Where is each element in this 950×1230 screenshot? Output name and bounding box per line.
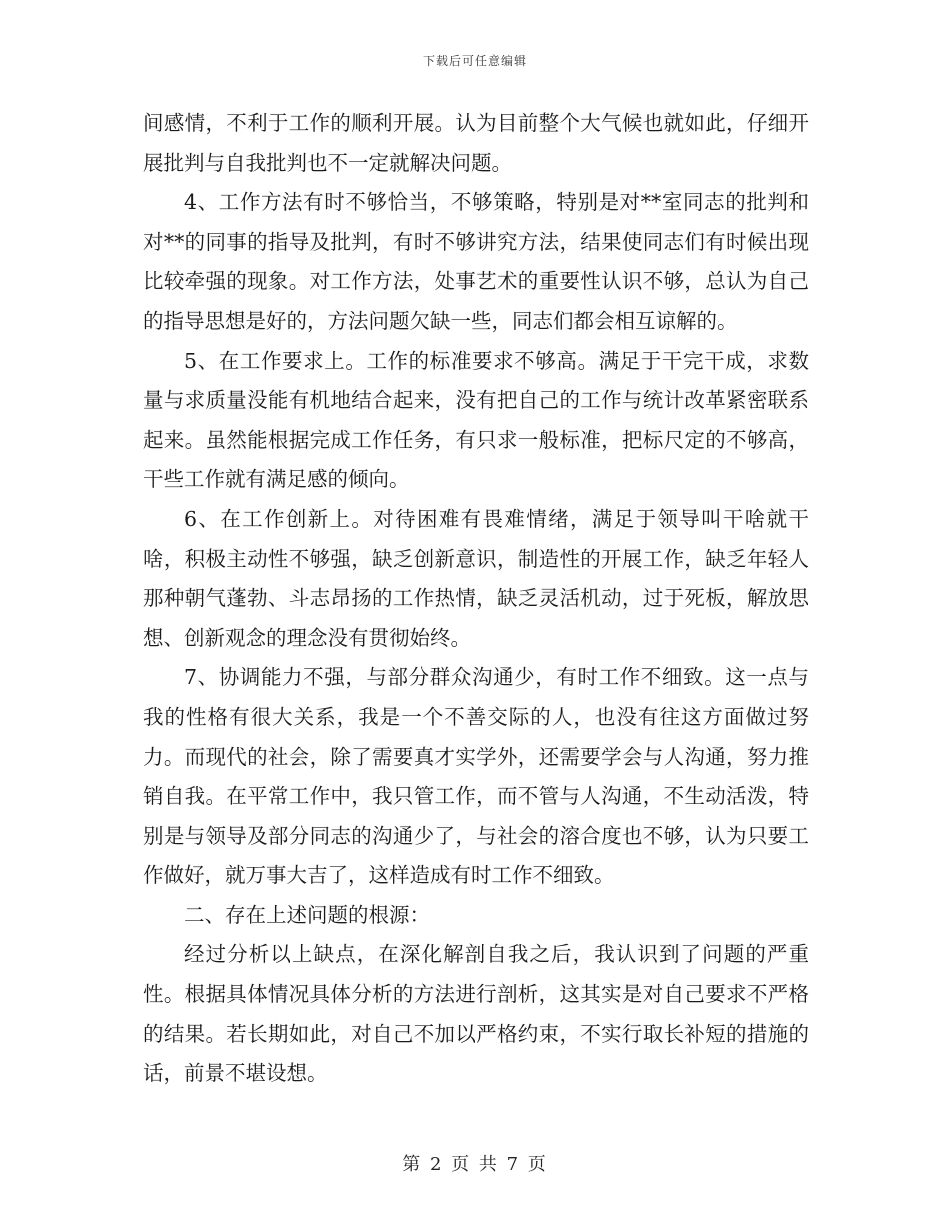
section-heading-2: 二、存在上述问题的根源： [184, 902, 430, 927]
page-number: 第 2 页 共 7 页 [402, 1154, 548, 1175]
paragraph-root-cause: 经过分析以上缺点，在深化解剖自我之后，我认识到了问题的严重性。根据具体情况具体分析的方法进行剖析，这其实是对自己要求不严格的结果。若长期如此，对自己不加以严格约束，不实行取长补短的措施的话，前景不堪设想。 [143, 942, 809, 1086]
paragraph-item-6: 6、在工作创新上。对待困难有畏难情绪，满足于领导叫干啥就干啥，积极主动性不够强，缺乏创新意识，制造性的开展工作，缺乏年轻人那种朝气蓬勃、斗志昂扬的工作热情，缺乏灵活机动，过于死板，解放思想、创新观念的理念没有贯彻始终。 [143, 506, 809, 650]
paragraph-continuation: 间感情，不利于工作的顺利开展。认为目前整个大气候也就如此，仔细开展批判与自我批判也不一定就解决问题。 [143, 111, 809, 175]
paragraph-item-7: 7、协调能力不强，与部分群众沟通少，有时工作不细致。这一点与我的性格有很大关系，我是一个不善交际的人，也没有往这方面做过努力。而现代的社会，除了需要真才实学外，还需要学会与人沟通，努力推销自我。在平常工作中，我只管工作，而不管与人沟通，不生动活泼，特别是与领导及部分同志的沟通少了，与社会的溶合度也不够，认为只要工作做好，就万事大吉了，这样造成有时工作不细致。 [143, 665, 809, 888]
paragraph-item-4: 4、工作方法有时不够恰当，不够策略，特别是对**室同志的批判和对**的同事的指导及批判，有时不够讲究方法，结果使同志们有时候出现比较牵强的现象。对工作方法，处事艺术的重要性认识不够，总认为自己的指导思想是好的，方法问题欠缺一些，同志们都会相互谅解的。 [143, 190, 809, 333]
paragraph-item-5: 5、在工作要求上。工作的标准要求不够高。满足于干完干成，求数量与求质量没能有机地结合起来，没有把自己的工作与统计改革紧密联系起来。虽然能根据完成工作任务，有只求一般标准，把标尺定的不够高，干些工作就有满足感的倾向。 [143, 348, 809, 492]
page-header: 下载后可任意编辑 [422, 54, 527, 68]
document-body [143, 104, 809, 1094]
